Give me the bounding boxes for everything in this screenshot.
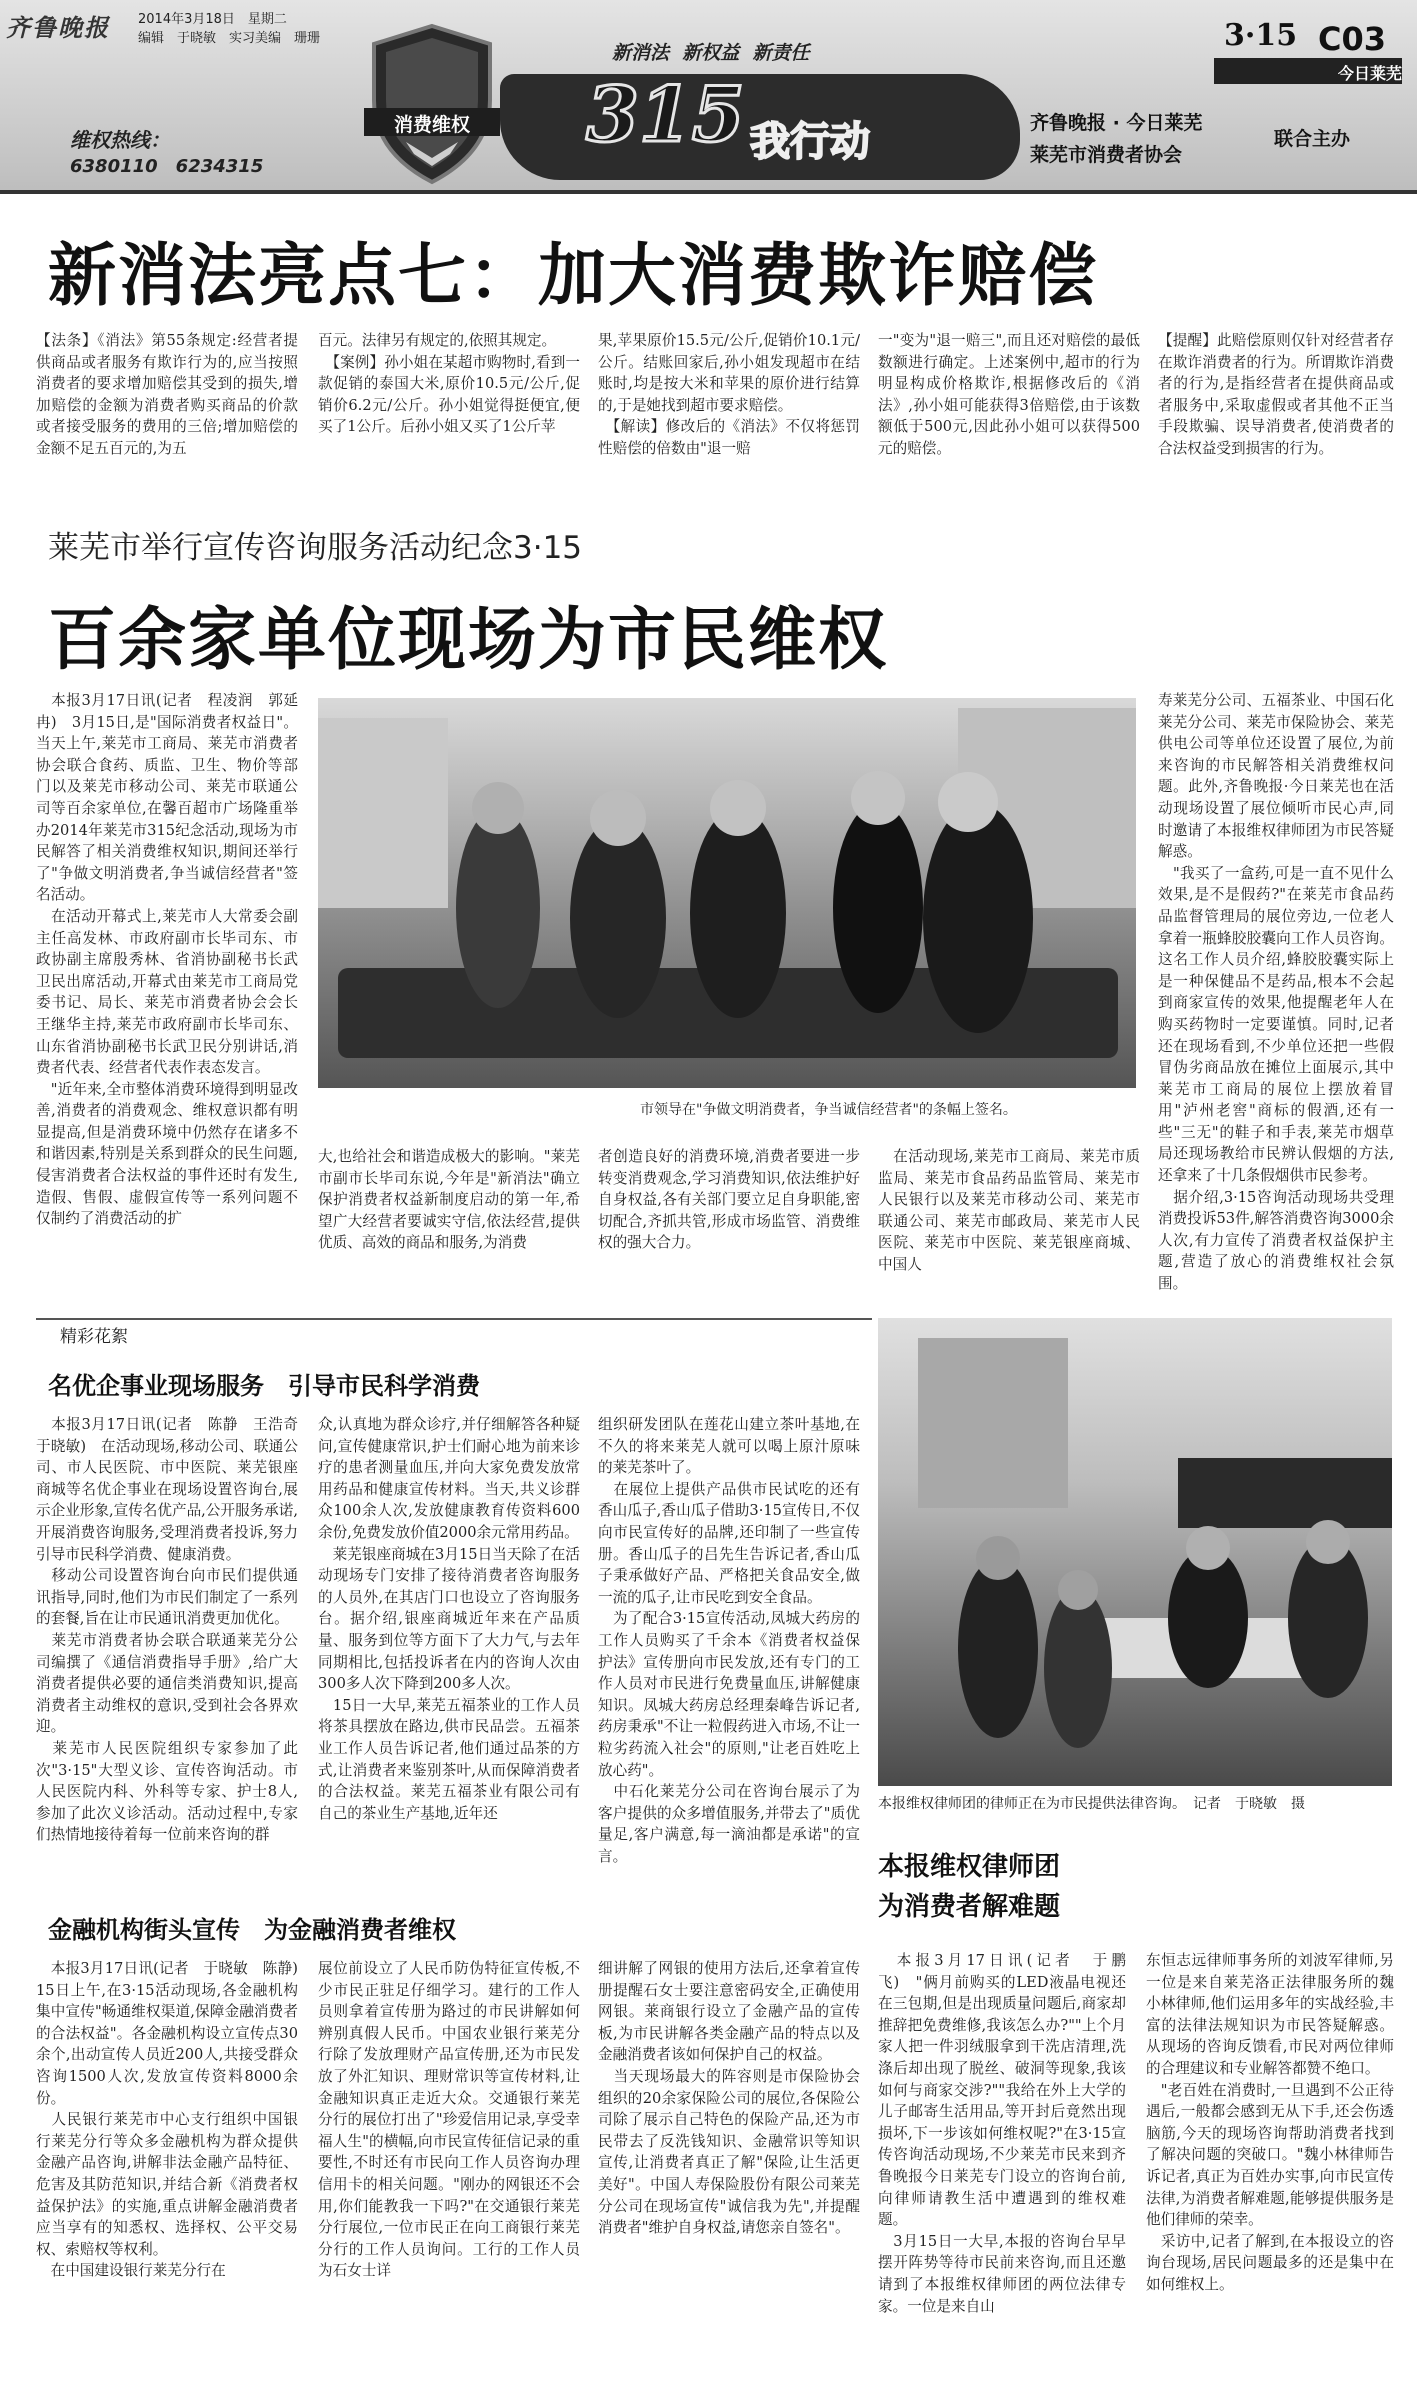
- article2-title: 百余家单位现场为市民维权: [48, 601, 889, 680]
- article4-title: 金融机构街头宣传 为金融消费者维权: [48, 1916, 456, 1944]
- hotline-label: 维权热线：: [70, 128, 170, 152]
- lawyer-consultation-photo: [878, 1318, 1392, 1786]
- campaign-number: 315: [586, 70, 745, 159]
- article5-title-line1: 本报维权律师团: [878, 1852, 1061, 1882]
- article2-col1: 本报3月17日讯(记者 程凌润 郭延冉) 3月15日,是"国际消费者权益日"。当天上午,莱芜市工商局、莱芜市消费者协会联合食药、质监、卫生、物价等部门以及莱芜市移动公司、莱芜市联通公司等百余家单位,在馨百超市广场隆重举办2014年莱芜市315纪念活动,现场为市民解答了相关消费维权知识,期间还举行了"争做文明消费者,争当诚信经营者"签名活动。 在活动开幕式上,莱芜市人大常委会副主任高发林、市政府副市长毕司东、市政协副主席殷秀林、省消协副秘书长武卫民出席活动,开幕式由莱芜市工商局党委书记、局长、莱芜市消费者协会会长王继华主持,莱芜市政府副市长毕司东、山东省消协副秘书长武卫民分别讲话,消费者代表、经营者代表作表态发言。 "近年来,全市整体消费环境得到明显改善,消费者的消费观念、维权意识都有明显提高,但是消费环境中仍然存在诸多不和谐因素,特别是关系到群众的民生问题,侵害消费者合法权益的事件还时有发生,造假、售假、虚假宣传等一系列问题不仅制约了消费活动的扩: [36, 692, 298, 1228]
- photo2-caption: 本报维权律师团的律师正在为市民提供法律咨询。 记者 于晓敏 摄: [878, 1796, 1305, 1812]
- section-tag: 精彩花絮: [60, 1327, 128, 1347]
- article2-photo-caption: 市领导在"争做文明消费者，争当诚信经营者"的条幅上签名。: [640, 1102, 1017, 1118]
- article3-title: 名优企事业现场服务 引导市民科学消费: [48, 1372, 480, 1400]
- issue-date: 2014年3月18日 星期二: [138, 12, 287, 27]
- shield-emblem: [364, 20, 500, 188]
- article1-title: 新消法亮点七：加大消费欺诈赔偿: [48, 237, 1099, 316]
- organizers-line1: 齐鲁晚报 · 今日莱芜: [1030, 112, 1203, 134]
- section-tag-box: [36, 1318, 872, 1348]
- article1-col2: 百元。法律另有规定的,依照其规定。 【案例】孙小姐在某超市购物时,看到一款促销的泰国大米,原价10.5元/公斤,促销价6.2元/公斤。孙小姐觉得挺便宜,便买了1公斤。后孙小姐又买了1公斤苹: [318, 332, 580, 436]
- signing-ceremony-photo: [318, 698, 1136, 1088]
- article3-col1: 本报3月17日讯(记者 陈静 王浩奇 于晓敏) 在活动现场,移动公司、联通公司、市人民医院、市中医院、莱芜银座商城等名优企事业在现场设置咨询台,展示企业形象,宣传名优产品,公开服务承诺,开展消费咨询服务,受理消费者投诉,努力引导市民科学消费、健康消费。 移动公司设置咨询台向市民们提供通讯指导,同时,他们为市民们制定了一系列的套餐,旨在让市民通讯消费更加优化。 莱芜市消费者协会联合联通莱芜分公司编撰了《通信消费指导手册》,给广大消费者提供必要的通信类消费知识,提高消费者主动维权的意识,受到社会各界欢迎。 莱芜市人民医院组织专家参加了此次"3·15"大型义诊、宣传咨询活动。市人民医院内科、外科等专家、护士8人,参加了此次义诊活动。活动过程中,专家们热情地接待着每一位前来咨询的群: [36, 1416, 299, 1844]
- article2-col4: 在活动现场,莱芜市工商局、莱芜市质监局、莱芜市食品药品监管局、莱芜市人民银行以及莱芜市移动公司、莱芜市联通公司、莱芜市邮政局、莱芜市人民医院、莱芜市中医院、莱芜银座商城、中国人: [878, 1148, 1140, 1273]
- article2-col3: 者创造良好的消费环境,消费者要进一步转变消费观念,学习消费知识,依法维护好自身权益,各有关部门要立足自身职能,密切配合,齐抓共管,形成市场监管、消费维权的强大合力。: [598, 1148, 860, 1252]
- article5-col2: 东恒志远律师事务所的刘波军律师,另一位是来自莱芜洛正法律服务所的魏小林律师,他们运用多年的实战经验,丰富的法律法规知识为市民答疑解惑。从现场的咨询反馈看,市民对两位律师的合理建议和专业解答都赞不绝口。 "老百姓在消费时,一旦遇到不公正待遇后,一般都会感到无从下手,还会伤透脑筋,今天的现场咨询帮助消费者找到了解决问题的突破口。"魏小林律师告诉记者,真正为百姓办实事,向市民宣传法律,为消费者解难题,能够提供服务是他们律师的荣幸。 采访中,记者了解到,在本报设立的咨询台现场,居民问题最多的还是集中在如何维权上。: [1146, 1952, 1394, 2293]
- section-name-text: 今日莱芜: [1337, 64, 1402, 83]
- hotline-numbers: 6380110 6234315: [70, 156, 264, 177]
- page-number: C03: [1318, 20, 1387, 58]
- article2-col2: 大,也给社会和谐造成极大的影响。"莱芜市副市长毕司东说,今年是"新消法"确立保护消费者权益新制度启动的第一年,希望广大经营者要诚实守信,依法经营,提供优质、高效的商品和服务,为消费: [318, 1148, 580, 1252]
- slogan: 新消法 新权益 新责任: [612, 42, 810, 64]
- article3-col2: 众,认真地为群众诊疗,并仔细解答各种疑问,宣传健康常识,护士们耐心地为前来诊疗的患者测量血压,并向大家免费发放常用药品和健康宣传材料。当天,共义诊群众100余人次,发放健康教育传资料600余份,免费发放价值2000余元常用药品。 莱芜银座商城在3月15日当天除了在活动现场专门安排了接待消费者咨询服务的人员外,在其店门口也设立了咨询服务台。据介绍,银座商城近年来在产品质量、服务到位等方面下了大力气,与去年同期相比,包括投诉者在内的咨询人次由300多人次下降到200多人次。 15日一大早,莱芜五福茶业的工作人员将茶具摆放在路边,供市民品尝。五福茶业工作人员告诉记者,他们通过品茶的方式,让消费者来鉴别茶叶,从而保障消费者的合法权益。莱芜五福茶业有限公司有自己的茶业生产基地,近年还: [318, 1416, 580, 1822]
- article1-col3: 果,苹果原价15.5元/公斤,促销价10.1元/公斤。结账回家后,孙小姐发现超市在结账时,均是按大米和苹果的原价进行结算的,于是她找到超市要求赔偿。 【解读】修改后的《消法》不仅将惩罚性赔偿的倍数由"退一赔: [598, 332, 860, 457]
- article4-col2: 展位前设立了人民币防伪特征宣传板,不少市民正驻足仔细学习。建行的工作人员则拿着宣传册为路过的市民讲解如何辨别真假人民币。中国农业银行莱芜分行除了发放理财产品宣传册,还为市民发放了外汇知识、理财常识等宣传材料,让金融知识真正走近大众。交通银行莱芜分行的展位打出了"珍爱信用记录,享受幸福人生"的横幅,向市民宣传征信记录的重要性,不时还有市民向工作人员咨询办理信用卡的相关问题。"刚办的网银还不会用,你们能教我一下吗?"在交通银行莱芜分行展位,一位市民正在向工商银行莱芜分行的工作人员询问。工行的工作人员为石女士详: [318, 1960, 580, 2280]
- badge-label: 消费维权: [393, 114, 470, 136]
- article2-kicker: 莱芜市举行宣传咨询服务活动纪念3·15: [48, 530, 583, 566]
- article1-col1: 【法条】《消法》第55条规定:经营者提供商品或者服务有欺诈行为的,应当按照消费者的要求增加赔偿其受到的损失,增加赔偿的金额为消费者购买商品的价款或者接受服务的费用的三倍;增加赔偿的金额不足五百元的,为五: [36, 332, 298, 457]
- article2-col5: 寿莱芜分公司、五福茶业、中国石化莱芜分公司、莱芜市保险协会、莱芜供电公司等单位还设置了展位,为前来咨询的市民解答相关消费维权问题。此外,齐鲁晚报·今日莱芜也在活动现场设置了展位倾听市民心声,同时邀请了本报维权律师团为市民答疑解惑。 "我买了一盒药,可是一直不见什么效果,是不是假药?"在莱芜市食品药品监督管理局的展位旁边,一位老人拿着一瓶蜂胶胶囊向工作人员咨询。这名工作人员介绍,蜂胶胶囊实际上是一种保健品不是药品,根本不会起到商家宣传的效果,他提醒老年人在购买药物时一定要谨慎。同时,记者还在现场看到,不少单位还把一些假冒伪劣商品放在摊位上面展示,其中莱芜市工商局的展位上摆放着冒用"泸州老窖"商标的假酒,还有一些"三无"的鞋子和手表,莱芜市烟草局还现场教给市民辨认假烟的方法,还拿来了十几条假烟供市民参考。 据介绍,3·15咨询活动现场共受理消费投诉53件,解答消费咨询3000余人次,有力宣传了消费者权益保护主题,营造了放心的消费维权社会氛围。: [1158, 692, 1394, 1293]
- article1-col4: 一"变为"退一赔三",而且还对赔偿的最低数额进行确定。上述案例中,超市的行为明显构成价格欺诈,根据修改后的《消法》,孙小姐可能获得3倍赔偿,由于该数额低于500元,因此孙小姐可以获得500元的赔偿。: [878, 332, 1140, 457]
- editor-line: 编辑 于晓敏 实习美编 珊珊: [138, 31, 321, 46]
- page-date-mark: 3·15: [1224, 18, 1298, 53]
- organizers-tag: 联合主办: [1274, 128, 1351, 150]
- paper-logo: 齐鲁晚报: [6, 13, 110, 42]
- article5-title-line2: 为消费者解难题: [878, 1892, 1061, 1922]
- article5-col1: 本报3月17日讯(记者 于鹏飞) "俩月前购买的LED液晶电视还在三包期,但是出现质量问题后,商家却推辞把免费维修,我该怎么办?""上个月家人把一件羽绒服拿到干洗店清理,洗涤后却出现了脱丝、破洞等现象,我该如何与商家交涉?""我给在外上大学的儿子邮寄生活用品,等开封后竟然出现损坏,下一步该如何维权呢?"在3·15宣传咨询活动现场,不少莱芜市民来到齐鲁晚报今日莱芜专门设立的咨询台前,向律师请教生活中遭遇到的维权难题。 3月15日一大早,本报的咨询台早早摆开阵势等待市民前来咨询,而且还邀请到了本报维权律师团的两位法律专家。一位是来自山: [878, 1952, 1126, 2315]
- article3-col3: 组织研发团队在莲花山建立茶叶基地,在不久的将来莱芜人就可以喝上原汁原味的莱芜茶叶了。 在展位上提供产品供市民试吃的还有香山瓜子,香山瓜子借助3·15宣传日,不仅向市民宣传好的品牌,还印制了一些宣传册。香山瓜子的吕先生告诉记者,香山瓜子秉承做好产品、严格把关食品安全,做一流的瓜子,让市民吃到安全食品。 为了配合3·15宣传活动,凤城大药房的工作人员购买了千余本《消费者权益保护法》宣传册向市民发放,还有专门的工作人员对市民进行免费量血压,讲解健康知识。凤城大药房总经理秦峰告诉记者,药房秉承"不让一粒假药进入市场,不让一粒劣药流入社会"的原则,"让老百姓吃上放心药"。 中石化莱芜分公司在咨询台展示了为客户提供的众多增值服务,并带去了"质优量足,客户满意,每一滴油都是承诺"的宣言。: [598, 1416, 860, 1865]
- article1-col5: 【提醒】此赔偿原则仅针对经营者存在欺诈消费者的行为。所谓欺诈消费者的行为,是指经营者在提供商品或者服务中,采取虚假或者其他不正当手段欺骗、误导消费者,使消费者的合法权益受到损害的行为。: [1158, 332, 1394, 457]
- campaign-text: 我行动: [750, 119, 870, 165]
- masthead-rule: [0, 190, 1417, 194]
- organizers-line2: 莱芜市消费者协会: [1030, 144, 1183, 166]
- article4-col1: 本报3月17日讯(记者 于晓敏 陈静) 15日上午,在3·15活动现场,各金融机构集中宣传"畅通维权渠道,保障金融消费者的合法权益"。各金融机构设立宣传点30余个,出动宣传人员近200人,共接受群众咨询1500人次,发放宣传资料8000余份。 人民银行莱芜市中心支行组织中国银行莱芜分行等众多金融机构为群众提供金融产品咨询,讲解非法金融产品特征、危害及其防范知识,并结合新《消费者权益保护法》的实施,重点讲解金融消费者应当享有的知悉权、选择权、公平交易权、索赔权等权利。 在中国建设银行莱芜分行在: [36, 1960, 298, 2280]
- article4-col3: 细讲解了网银的使用方法后,还拿着宣传册提醒石女士要注意密码安全,正确使用网银。莱商银行设立了金融产品的宣传板,为市民讲解各类金融产品的特点以及金融消费者该如何保护自己的权益。 当天现场最大的阵容则是市保险协会组织的20余家保险公司的展位,各保险公司除了展示自己特色的保险产品,还为市民带去了反洗钱知识、金融常识等知识宣传,让消费者真正了解"保险,让生活更美好"。中国人寿保险股份有限公司莱芜分公司在现场宣传"诚信我为先",并提醒消费者"维护自身权益,请您亲自签名"。: [598, 1960, 860, 2237]
